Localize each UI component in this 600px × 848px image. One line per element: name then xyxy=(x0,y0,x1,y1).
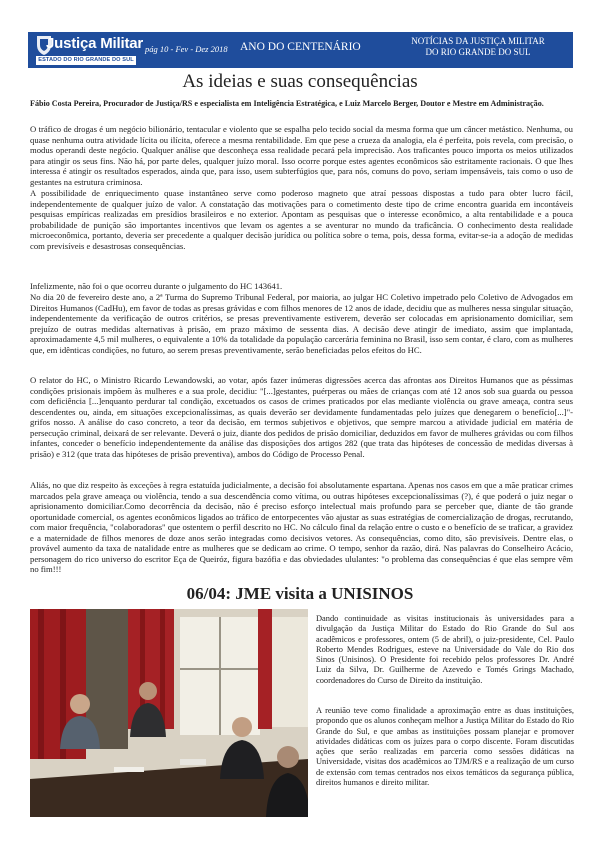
paragraph-2: A possibilidade de enriquecimento quase instantâneo serve como poderoso magneto que atraí pessoas dispostas a tudo para obter lucro fácil, independentemente de qualquer juízo de valor. A constatação das motivações para o cometimento deste tipo de crime encontra guarida em incontáveis pesquisas empíricas realizadas em presídios brasileiros e no exterior. Apontam as pesquisas que o interesse econômico, a alta rentabilidade e a pouca probabilidade de punição são importantes incentivos que levam os agentes a se aventurar no mundo da traficância. O conhecimento desta realidade microeconômica, portanto, deveria ser precedente a qualquer decisão jurídica ou política sobre o tema, pois, dessa forma, evitar-se-ia a adoção de medidas com previsíveis e desastrosas consequências. xyxy=(30,188,573,251)
paragraph-5: Aliás, no que diz respeito às exceções à regra estatuída judicialmente, a decisão foi absolutamente espartana. Apenas nos casos em que a mãe praticar crimes marcados pela grave ameaça ou violência, tendo a sua descendência como vítima, ou outras hipóteses excepcionalíssimas (?), é que poderá o juiz negar o aprisionamento domiciliar.Como decorrência da decisão, não é preciso esforço intelectual mais profundo para se perceber que, diante de tão grande oportunidade comercial, os agentes econômicos ligados ao tráfico de entorpecentes vão ajustar as suas estratégias de comercialização de drogas, recrutando, com maior frequência, "colaboradoras" que ostentem o perfil descrito no HC. No cálculo final da relação entre o custo e o benefício de se traficar, a gravidez e a maternidade de filhos menores de doze anos serão integradas como decisivos vetores. As consequências, como dito, são previsíveis. Dentre elas, o provável aumento da taxa de natalidade entre as mulheres que se dedicam ao crime. O tempo, senhor da razão, dirá. Nas palavras do Conselheiro Acácio, personagem do rico universo do escritor Eça de Queiróz, figura bazófia e das obviedades ululantes: "o problema das consequências é que elas sempre vêm no fim!!! xyxy=(30,480,573,574)
section-name-line1: NOTÍCIAS DA JUSTIÇA MILITAR xyxy=(411,36,545,46)
centenary-label: ANO DO CENTENÁRIO xyxy=(240,41,361,53)
paragraph-4: O relator do HC, o Ministro Ricardo Lewandowski, ao votar, após fazer inúmeras digressões acerca das afrontas aos Direitos Humanos que as péssimas condições prisionais impõem às mulheres e a sua prole, decidiu: "[...]gestantes, puérperas ou mães de crianças com até 12 anos sob sua guarda ou pessoa com deficiência [...]enquanto perdurar tal condição, excetuados os casos de crimes praticados por elas mediante violência ou grave ameaça, contra seus descendentes ou, ainda, em situações excepcionalíssimas, as quais deverão ser devidamente fundamentadas pelo juízes que denegarem o benefício[...]"- grifos nosso. A análise do caso concreto, a teor da decisão, em termos subjetivos e objetivos, que sempre marcou a atividade judicial em matéria de persecução criminal, deixará de ser relevante. Deverá o juiz, diante dos pedidos de prisão domiciliar, deduzidos em favor de mulheres grávidas ou com filhos infantes, conceder o benefício independentemente da análise das disposições dos artigos 282 (que trata das hipóteses de concessão de medidas diversas à prisão) e 312 (que trata das hipóteses de prisão preventiva), ambos do Código de Processo Penal. xyxy=(30,375,573,459)
article-title: As ideias e suas consequências xyxy=(182,71,418,92)
logo-title: Justiça Militar xyxy=(46,35,144,52)
article-2-paragraph-1: Dando continuidade as visitas institucionais às universidades para a divulgação da Justiça Militar do Estado do Rio Grande do Sul aos acadêmicos e professores, ontem (5 de abril), o juiz-presidente, Cel. Paulo Roberto Mendes Rodrigues, esteve na Universidade do Vale do Rio dos Sinos (Unisinos). O Presidente foi recebido pelos professores Dr. André Luiz da Silva, Dr. Guilherme de Azevedo e Tomés Grings Machado, coordenadores do Curso de Direito da instituição. xyxy=(316,614,574,685)
page-header xyxy=(28,32,573,68)
section-name-line2: DO RIO GRANDE DO SUL xyxy=(425,47,531,57)
paragraph-3a: Infelizmente, não foi o que ocorreu durante o julgamento do HC 143641. xyxy=(30,281,283,291)
meeting-photo xyxy=(30,609,308,817)
paragraph-1: O tráfico de drogas é um negócio bilionário, tentacular e violento que se espalha pelo tecido social da mesma forma que um câncer metástico. Nenhuma, ou quase nenhuma outra atividade lícita ou ilícita, oferece a mesma rentabilidade. Em que pese a crueza da analogia, ela é perfeita, pois revela, com precisão, o modus operandi deste negócio. Qualquer análise que desconheça essa realidade pecará pela imprecisão. Aos traficantes pouco importa os meios utilizados para atingir os seus fins. Não há, por parte deles, qualquer juízo moral. Isso ocorre porque estes agentes econômicos são estritamente racionais. O que lhes interessa é atingir os resultados esperados, ainda que, para isso, usem subterfúgios que, para nós, comuns do povo, seriam impensáveis, tais como o uso de gestantes na estrutura criminosa. xyxy=(30,124,573,187)
logo xyxy=(34,34,144,66)
meeting-photo-illustration xyxy=(30,609,308,817)
article-byline: Fábio Costa Pereira, Procurador de Justiça/RS e especialista em Inteligência Estratégica, e Luiz Marcelo Berger, Doutor e Mestre em Administração. xyxy=(30,99,544,108)
article-2-title: 06/04: JME visita a UNISINOS xyxy=(186,584,414,603)
article-2-paragraph-2: A reunião teve como finalidade a aproximação entre as duas instituições, propondo que os alunos conheçam melhor a Justiça Militar do Estado do Rio Grande do Sul, e que ambas as instituições possam planejar e promover atividades didáticas com os juízes para o corpo discente. Foram discutidas ações que serão realizadas em parceria como sessões didáticas na Universidade, visitas dos acadêmicos ao TJM/RS e a realização de um curso de extensão com temas centrados nos eixos temáticos da segurança pública, direitos humanos e direito militar. xyxy=(316,706,574,788)
section-name xyxy=(393,36,563,58)
logo-subtitle: ESTADO DO RIO GRANDE DO SUL xyxy=(36,56,136,65)
issue-label: pág 10 - Fev - Dez 2018 xyxy=(145,44,228,54)
paragraph-3b: No dia 20 de fevereiro deste ano, a 2ª Turma do Supremo Tribunal Federal, por maioria, ao julgar HC Coletivo impetrado pelo Coletivo de Advogados em Direitos Humanos (CadHu), em favor de todas as presas grávidas e com filhos menores de 12 anos de idade, decidiu que as mulheres nessa singular situação, independentemente da verificação de outros critérios, se presas preventivamente estiverem, deverão ser colocadas em aprisionamento domiciliar, sem prejuízo de outras medidas alternativas à prisão, em prazo máximo de sessenta dias. A decisão deve atingir de imediato, assim que implantada, aproximadamente 4,5 mil mulheres, o equivalente a 10% da totalidade da população carcerária feminina no Brasil, isso sem contar, é claro, com as mulheres que, em idênticas condições, no futuro, ao serem presas preventivamente, serão beneficiadas pelos efeitos do HC. xyxy=(30,292,573,355)
